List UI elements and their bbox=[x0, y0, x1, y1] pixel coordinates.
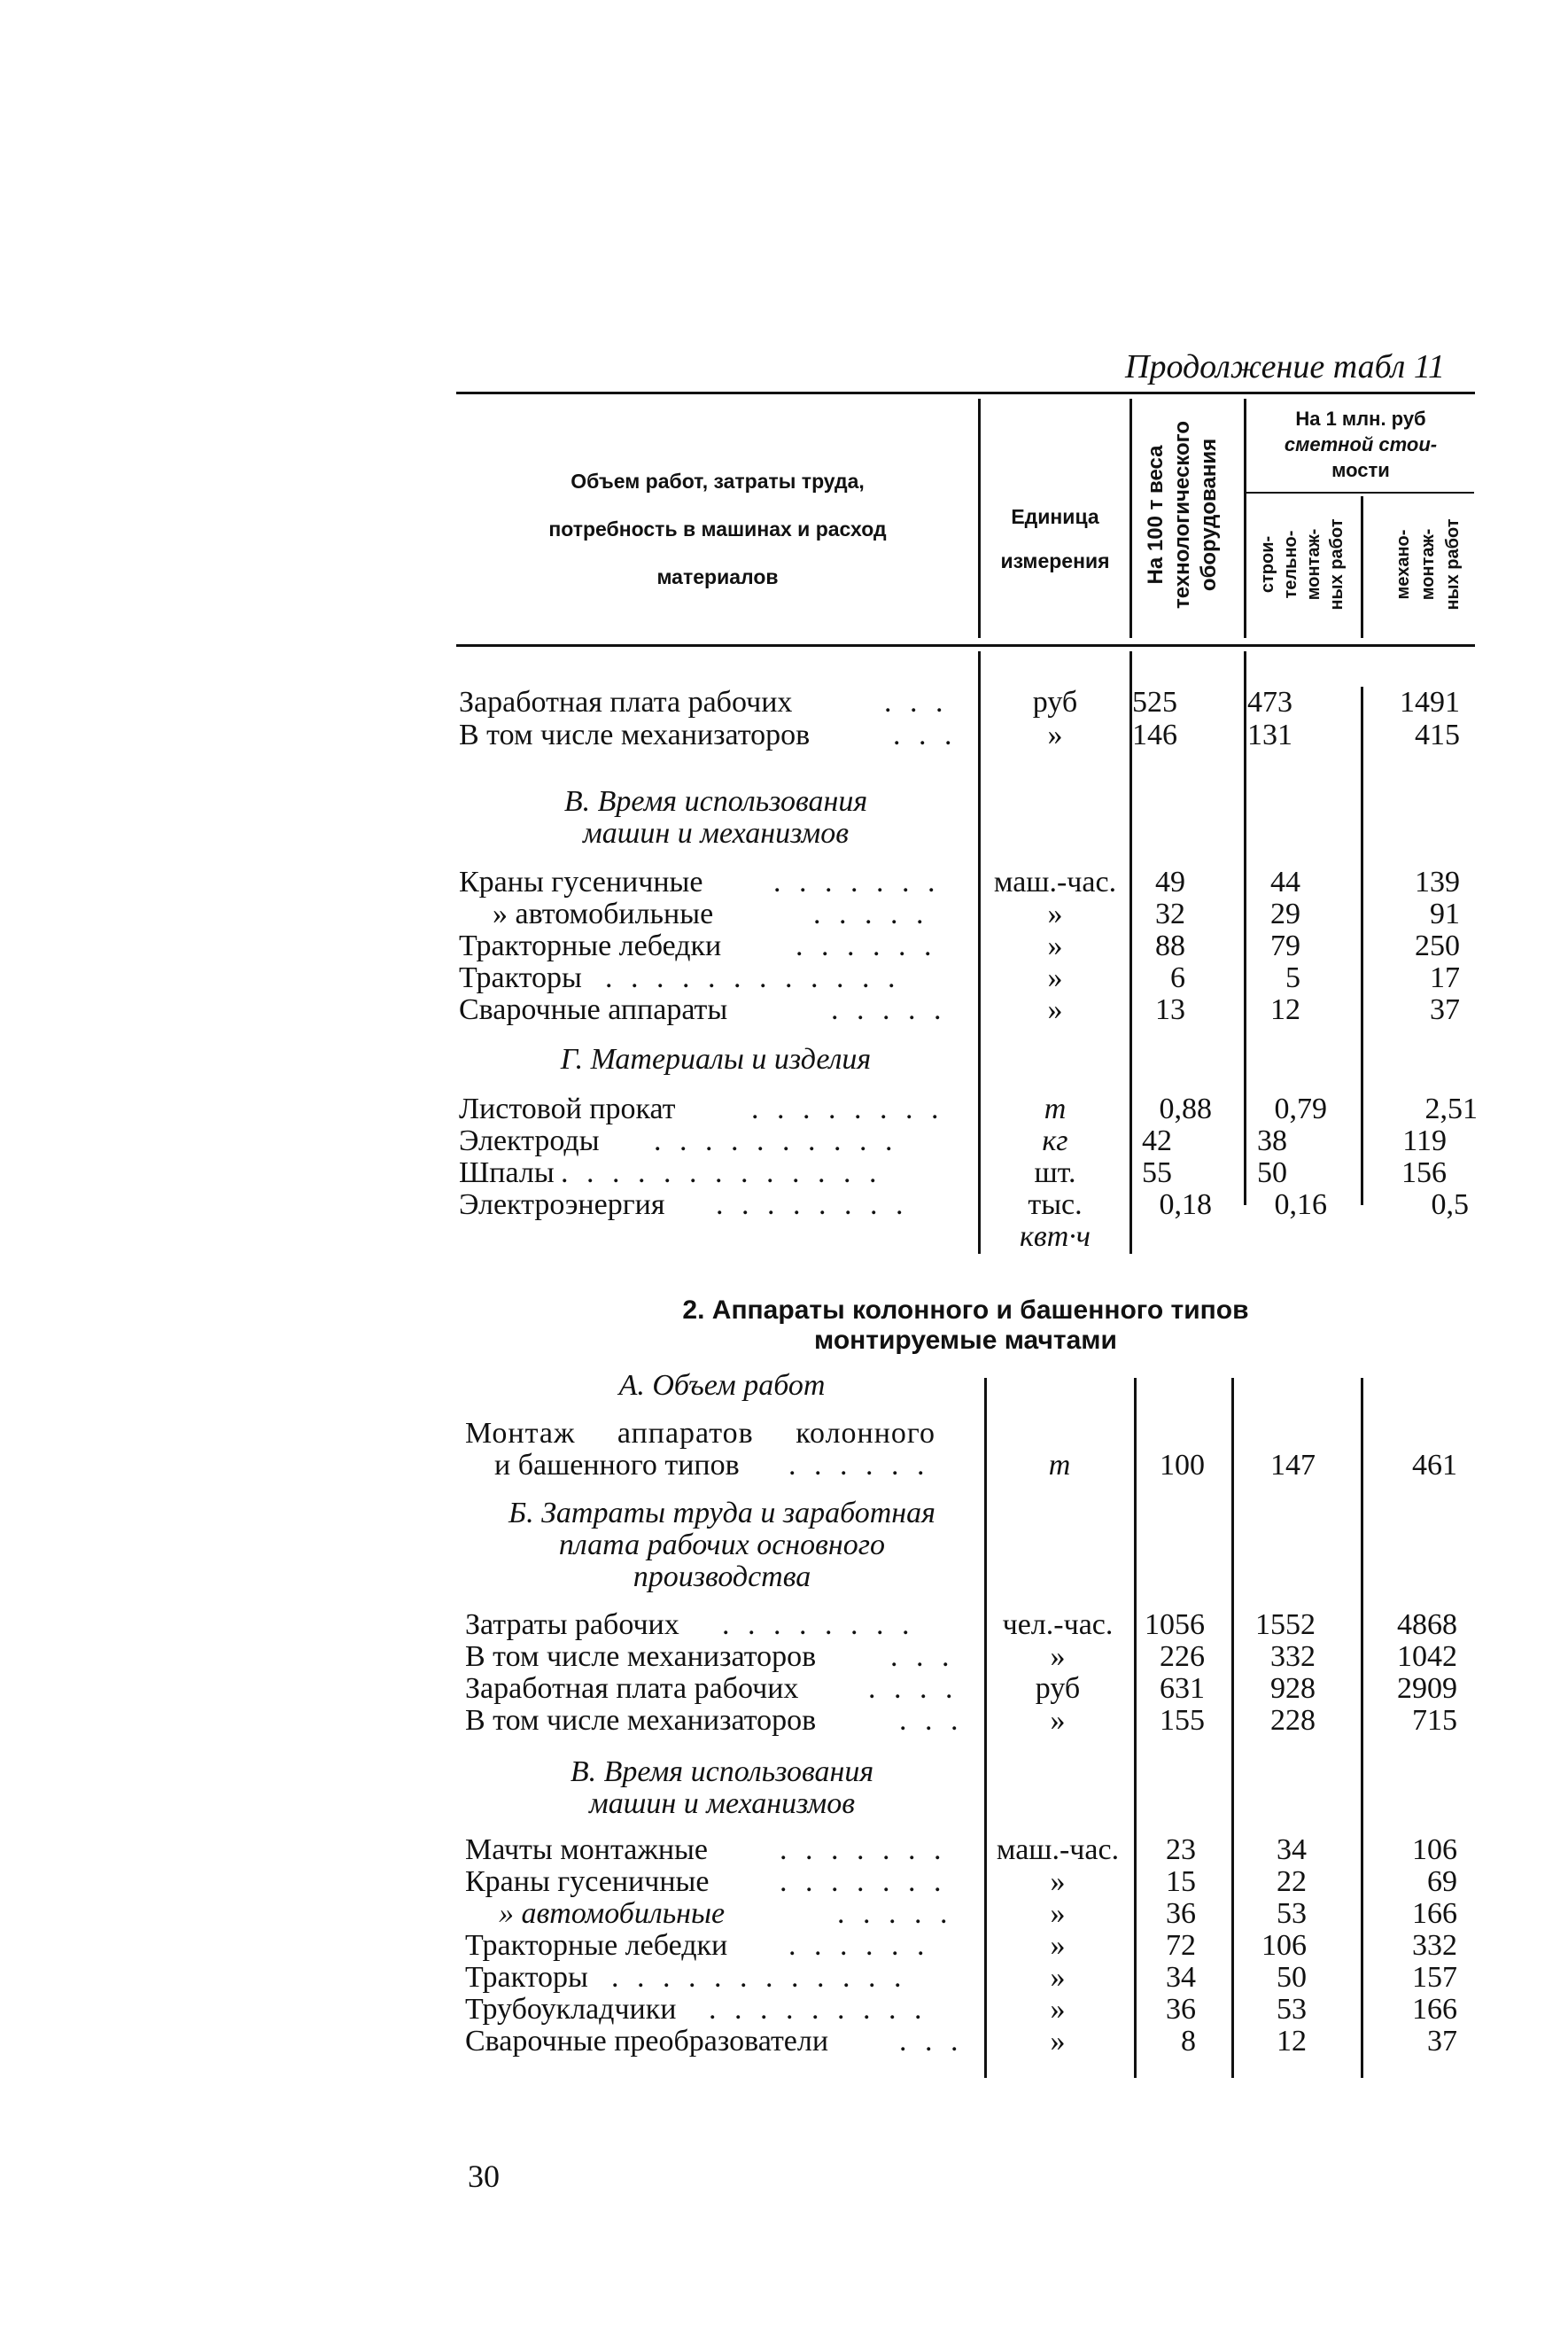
header-divider-1 bbox=[978, 399, 981, 638]
table-row: Тракторные лебедки . . . . . . » 88 79 250 bbox=[459, 930, 1460, 962]
header-col-construction: строи- тельно- монтаж- ных работ bbox=[1258, 518, 1347, 611]
table-row: » автомобильные . . . . . » 32 29 91 bbox=[493, 898, 1460, 930]
table-row: и башенного типов . . . . . . т 100 147 461 bbox=[494, 1449, 1457, 1482]
s2-heading-a: А. Объем работ bbox=[618, 1369, 826, 1402]
header-divider-2 bbox=[1129, 399, 1132, 638]
table-row: » автомобильные . . . . . » 36 53 166 bbox=[499, 1897, 1457, 1930]
group-rule bbox=[1244, 492, 1474, 494]
table-row: Трубоукладчики . . . . . . . . . » 36 53 166 bbox=[465, 1993, 1457, 2026]
header-bottom-rule bbox=[456, 644, 1475, 647]
table-row: Сварочные аппараты . . . . . » 13 12 37 bbox=[459, 993, 1460, 1026]
table-row: Тракторы . . . . . . . . . . . . » 6 5 17 bbox=[459, 961, 1460, 994]
header-divider-3 bbox=[1244, 399, 1246, 638]
table-row: Краны гусеничные . . . . . . . » 15 22 69 bbox=[465, 1865, 1457, 1898]
s1-heading-g: Г. Материалы и изделия bbox=[560, 1043, 872, 1076]
table-row: Мачты монтажные . . . . . . . маш.-час. 23 34 106 bbox=[465, 1833, 1457, 1866]
table-row: Тракторные лебедки . . . . . . » 72 106 332 bbox=[465, 1929, 1457, 1962]
table-row: Тракторы . . . . . . . . . . . . » 34 50 157 bbox=[465, 1961, 1457, 1994]
s2-heading-v: В. Время использования машин и механизмов bbox=[570, 1755, 874, 1820]
header-col-mechanical: механо- монтаж- ных работ bbox=[1393, 518, 1463, 611]
table-caption: Продолжение табл 11 bbox=[1125, 348, 1446, 385]
table-row: В том числе механизаторов . . . » 146 131 415 bbox=[459, 719, 1460, 751]
header-divider-4 bbox=[1361, 496, 1363, 638]
table-row: Краны гусеничные . . . . . . . маш.-час. 49 44 139 bbox=[459, 866, 1460, 899]
table-row: Электроэнергия . . . . . . . . тыс. 0,18 0,16 0,5 bbox=[459, 1188, 1469, 1221]
header-col-unit: Единица измерения bbox=[1000, 505, 1110, 572]
page-number: 30 bbox=[468, 2159, 500, 2194]
table-row: Электроды . . . . . . . . . . кг 42 38 119 bbox=[459, 1124, 1447, 1157]
header-col-per-100t: На 100 т веса технологического оборудования bbox=[1144, 420, 1221, 610]
unit-continuation: квт·ч bbox=[1020, 1220, 1091, 1253]
table-row: Заработная плата рабочих . . . . руб 631 928 2909 bbox=[465, 1672, 1457, 1705]
table-row: Сварочные преобразователи . . . » 8 12 37 bbox=[465, 2025, 1457, 2058]
header-top-rule bbox=[456, 392, 1475, 394]
table-row: В том числе механизаторов . . . » 226 332 1042 bbox=[465, 1640, 1457, 1673]
table-row: Затраты рабочих . . . . . . . . чел.-час. 1056 1552 4868 bbox=[465, 1608, 1457, 1641]
header-group-per-million: На 1 млн. руб сметной стои- мости bbox=[1284, 408, 1438, 481]
s2-heading-b: Б. Затраты труда и заработная плата рабочих основного производства bbox=[508, 1497, 935, 1593]
s1-heading-v: В. Время использования машин и механизмов bbox=[563, 785, 868, 850]
table-row: Заработная плата рабочих . . . руб 525 473 1491 bbox=[459, 686, 1460, 719]
table-row: В том числе механизаторов . . . » 155 228 715 bbox=[465, 1704, 1457, 1737]
header-col-description: Объем работ, затраты труда, потребность в машинах и расход материалов bbox=[548, 470, 887, 588]
table-row: Листовой прокат . . . . . . . . т 0,88 0,79 2,51 bbox=[459, 1093, 1478, 1125]
section2-title: 2. Аппараты колонного и башенного типов монтируемые мачтами bbox=[682, 1295, 1249, 1355]
table-row: Шпалы . . . . . . . . . . . . . шт. 55 50 156 bbox=[459, 1156, 1447, 1189]
